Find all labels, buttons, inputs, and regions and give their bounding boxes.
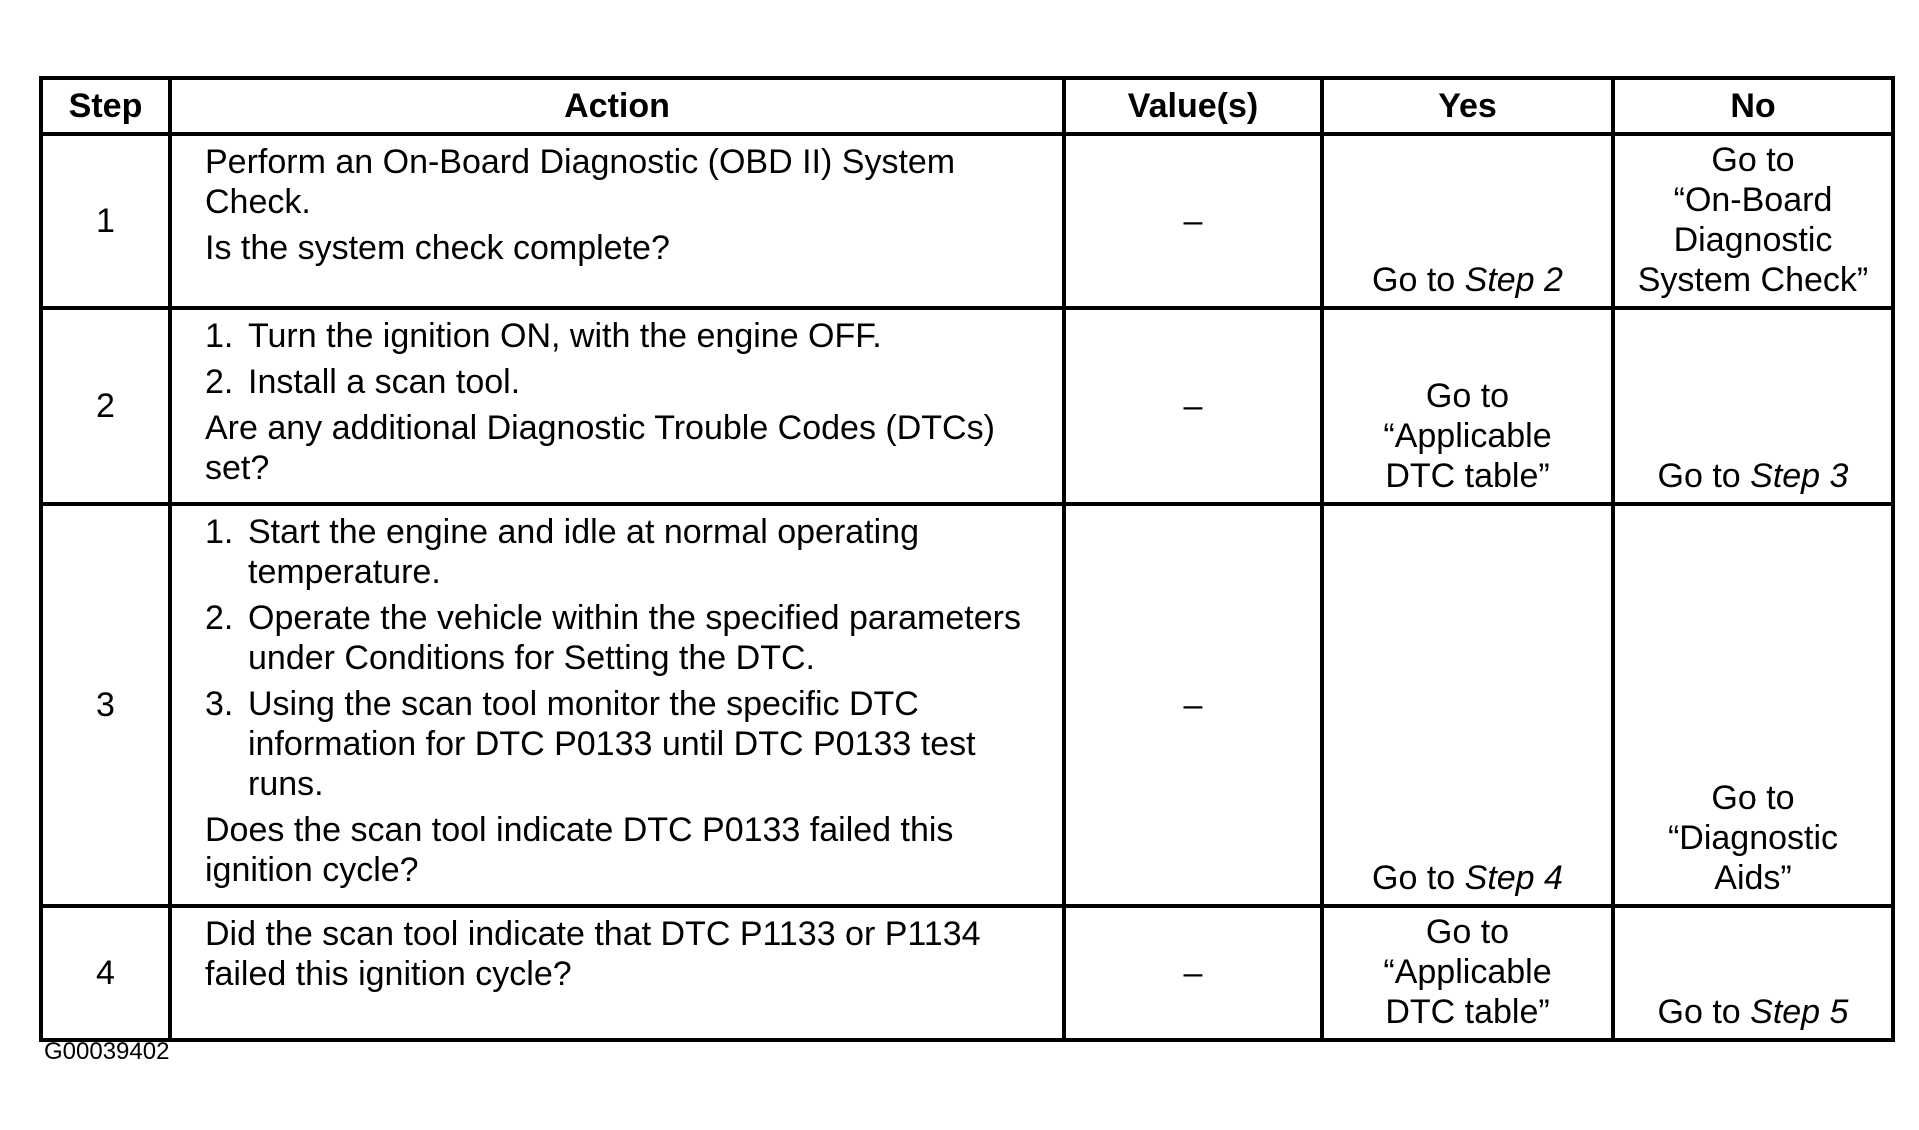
header-yes: Yes [1322, 78, 1613, 134]
table-row [41, 906, 1893, 1040]
header-no: No [1613, 78, 1893, 134]
yes-goto-step [1332, 260, 1603, 300]
no-line: Go to [1711, 141, 1795, 179]
no-line: “On-Board [1673, 181, 1833, 219]
yes-cell [1322, 308, 1613, 504]
action-list-item [205, 316, 1042, 356]
action-cell [170, 308, 1064, 504]
no-line: “Diagnostic [1667, 819, 1839, 857]
yes-cell [1322, 504, 1613, 906]
action-cell [170, 504, 1064, 906]
step-reference: Step 3 [1750, 457, 1849, 495]
step-reference: Step 2 [1464, 261, 1563, 299]
header-values: Value(s) [1064, 78, 1322, 134]
goto-prefix: Go to [1657, 457, 1751, 495]
action-item-number: 1. [205, 513, 234, 551]
value-cell: – [1064, 308, 1322, 504]
table-row [41, 134, 1893, 308]
header-step: Step [41, 78, 170, 134]
no-line: System Check” [1637, 261, 1869, 299]
step-reference: Step 5 [1750, 993, 1849, 1031]
value-cell: – [1064, 134, 1322, 308]
step-number: 2 [41, 308, 170, 504]
yes-goto-step [1332, 858, 1603, 898]
yes-line: DTC table” [1385, 993, 1550, 1031]
no-line: Aids” [1714, 859, 1792, 897]
diagnostic-table [39, 76, 1895, 1042]
action-cell [170, 134, 1064, 308]
no-cell [1613, 134, 1893, 308]
no-line: Go to [1711, 779, 1795, 817]
yes-cell [1322, 134, 1613, 308]
yes-line: Go to [1425, 377, 1510, 415]
action-text: Did the scan tool indicate that DTC P1133 or P1134 failed this ignition cycle? [205, 915, 981, 993]
table-header-row [41, 78, 1893, 134]
no-goto-step [1623, 456, 1883, 496]
table-row [41, 308, 1893, 504]
table-row [41, 504, 1893, 906]
no-line: Diagnostic [1673, 221, 1833, 259]
no-goto-step [1623, 992, 1883, 1032]
step-number: 1 [41, 134, 170, 308]
step-number: 4 [41, 906, 170, 1040]
yes-line: “Applicable [1383, 953, 1552, 991]
action-item-number: 2. [205, 599, 234, 637]
action-item-number: 3. [205, 685, 234, 723]
yes-cell [1322, 906, 1613, 1040]
action-item-text: Using the scan tool monitor the specific DTC information for DTC P0133 until DTC P0133 test runs. [248, 685, 976, 803]
header-action: Action [170, 78, 1064, 134]
value-cell: – [1064, 906, 1322, 1040]
action-item-text: Turn the ignition ON, with the engine OFF. [248, 317, 882, 355]
goto-prefix: Go to [1372, 859, 1465, 897]
action-item-text: Start the engine and idle at normal operating temperature. [248, 513, 920, 591]
yes-line: “Applicable [1383, 417, 1552, 455]
yes-line: Go to [1425, 913, 1510, 951]
action-question: Are any additional Diagnostic Trouble Codes (DTCs) set? [205, 409, 995, 487]
action-item-number: 1. [205, 317, 234, 355]
yes-line: DTC table” [1385, 457, 1550, 495]
action-list-item [205, 684, 1042, 804]
no-cell [1613, 906, 1893, 1040]
action-list-item [205, 362, 1042, 402]
action-question: Does the scan tool indicate DTC P0133 failed this ignition cycle? [205, 811, 954, 889]
action-cell [170, 906, 1064, 1040]
action-list-item [205, 598, 1042, 678]
action-text: Perform an On-Board Diagnostic (OBD II) System Check. [205, 143, 956, 221]
step-reference: Step 4 [1464, 859, 1563, 897]
action-list-item [205, 512, 1042, 592]
no-cell [1613, 308, 1893, 504]
step-number: 3 [41, 504, 170, 906]
action-text: Is the system check complete? [205, 229, 670, 267]
value-cell: – [1064, 504, 1322, 906]
figure-id: G00039402 [44, 1038, 170, 1065]
goto-prefix: Go to [1372, 261, 1465, 299]
action-item-text: Install a scan tool. [248, 363, 521, 401]
goto-prefix: Go to [1657, 993, 1751, 1031]
action-item-text: Operate the vehicle within the specified parameters under Conditions for Setting the DTC. [248, 599, 1021, 677]
action-item-number: 2. [205, 363, 234, 401]
no-cell [1613, 504, 1893, 906]
